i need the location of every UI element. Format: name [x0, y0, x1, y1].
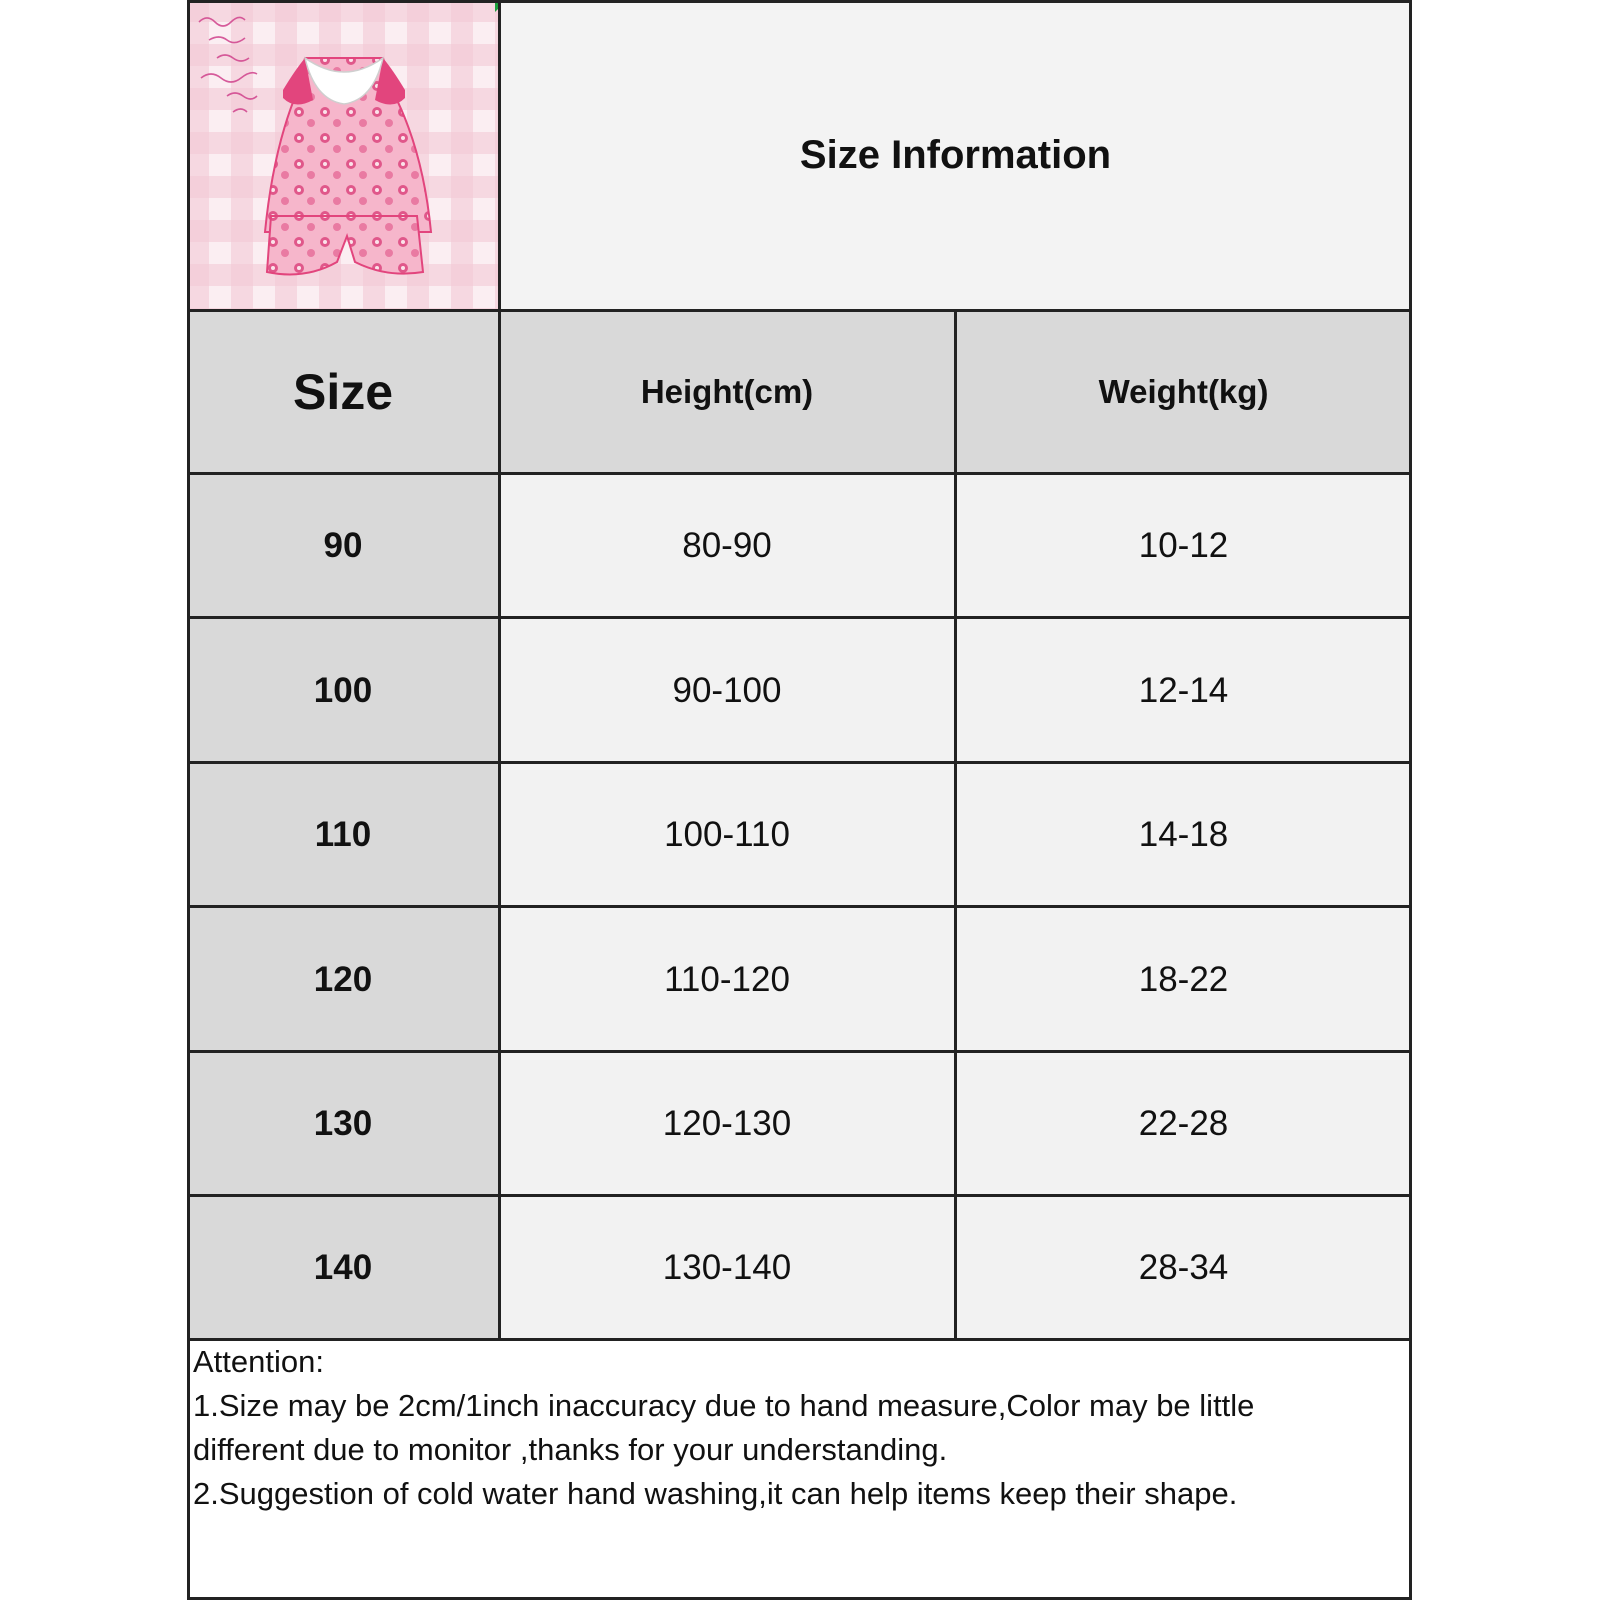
grid-line: [187, 472, 1412, 475]
title-cell: [499, 0, 1412, 310]
size-chart: [187, 0, 1412, 1600]
table-row-height: 120-130: [499, 1051, 955, 1196]
table-row-size: 140: [187, 1195, 499, 1340]
table-row-size: 100: [187, 618, 499, 763]
grid-line: [187, 616, 1412, 619]
header-weight: [955, 310, 1412, 473]
table-row-height: 100-110: [499, 762, 955, 907]
grid-line: [187, 1338, 1412, 1341]
table-row-height: 90-100: [499, 618, 955, 763]
header-height: [499, 310, 955, 473]
attention-line: 1.Size may be 2cm/1inch inaccuracy due to hand measure,Color may be little: [193, 1388, 1255, 1423]
table-row-height: 80-90: [499, 473, 955, 618]
grid-line: [187, 0, 190, 1600]
header-size: [187, 310, 499, 473]
table-row-height: 130-140: [499, 1195, 955, 1340]
table-row-weight: 18-22: [955, 907, 1412, 1052]
attention-heading: Attention:: [193, 1344, 324, 1379]
table-row-weight: 12-14: [955, 618, 1412, 763]
attention-notes: [193, 1340, 1403, 1516]
grid-line: [498, 0, 501, 1340]
table-row-size: 110: [187, 762, 499, 907]
table-row-weight: 22-28: [955, 1051, 1412, 1196]
grid-line: [187, 0, 1412, 3]
table-row-weight: 10-12: [955, 473, 1412, 618]
attention-line: different due to monitor ,thanks for your understanding.: [193, 1432, 948, 1467]
grid-line: [187, 1194, 1412, 1197]
table-row-weight: 14-18: [955, 762, 1412, 907]
product-photo-illustration: [187, 0, 499, 310]
header-weight-label: Weight(kg): [1098, 372, 1269, 410]
table-row-height: 110-120: [499, 907, 955, 1052]
page-title: Size Information: [799, 132, 1112, 177]
table-row-weight: 28-34: [955, 1195, 1412, 1340]
grid-line: [187, 1050, 1412, 1053]
grid-line: [187, 905, 1412, 908]
grid-line: [1409, 0, 1412, 1600]
attention-line: 2.Suggestion of cold water hand washing,it can help items keep their shape.: [193, 1476, 1238, 1511]
grid-line: [187, 309, 1412, 312]
table-row-size: 130: [187, 1051, 499, 1196]
grid-line: [954, 310, 957, 1340]
table-row-size: 90: [187, 473, 499, 618]
header-size-label: Size: [292, 363, 394, 420]
table-row-size: 120: [187, 907, 499, 1052]
product-image: [187, 0, 499, 310]
grid-line: [187, 761, 1412, 764]
header-height-label: Height(cm): [640, 372, 814, 410]
